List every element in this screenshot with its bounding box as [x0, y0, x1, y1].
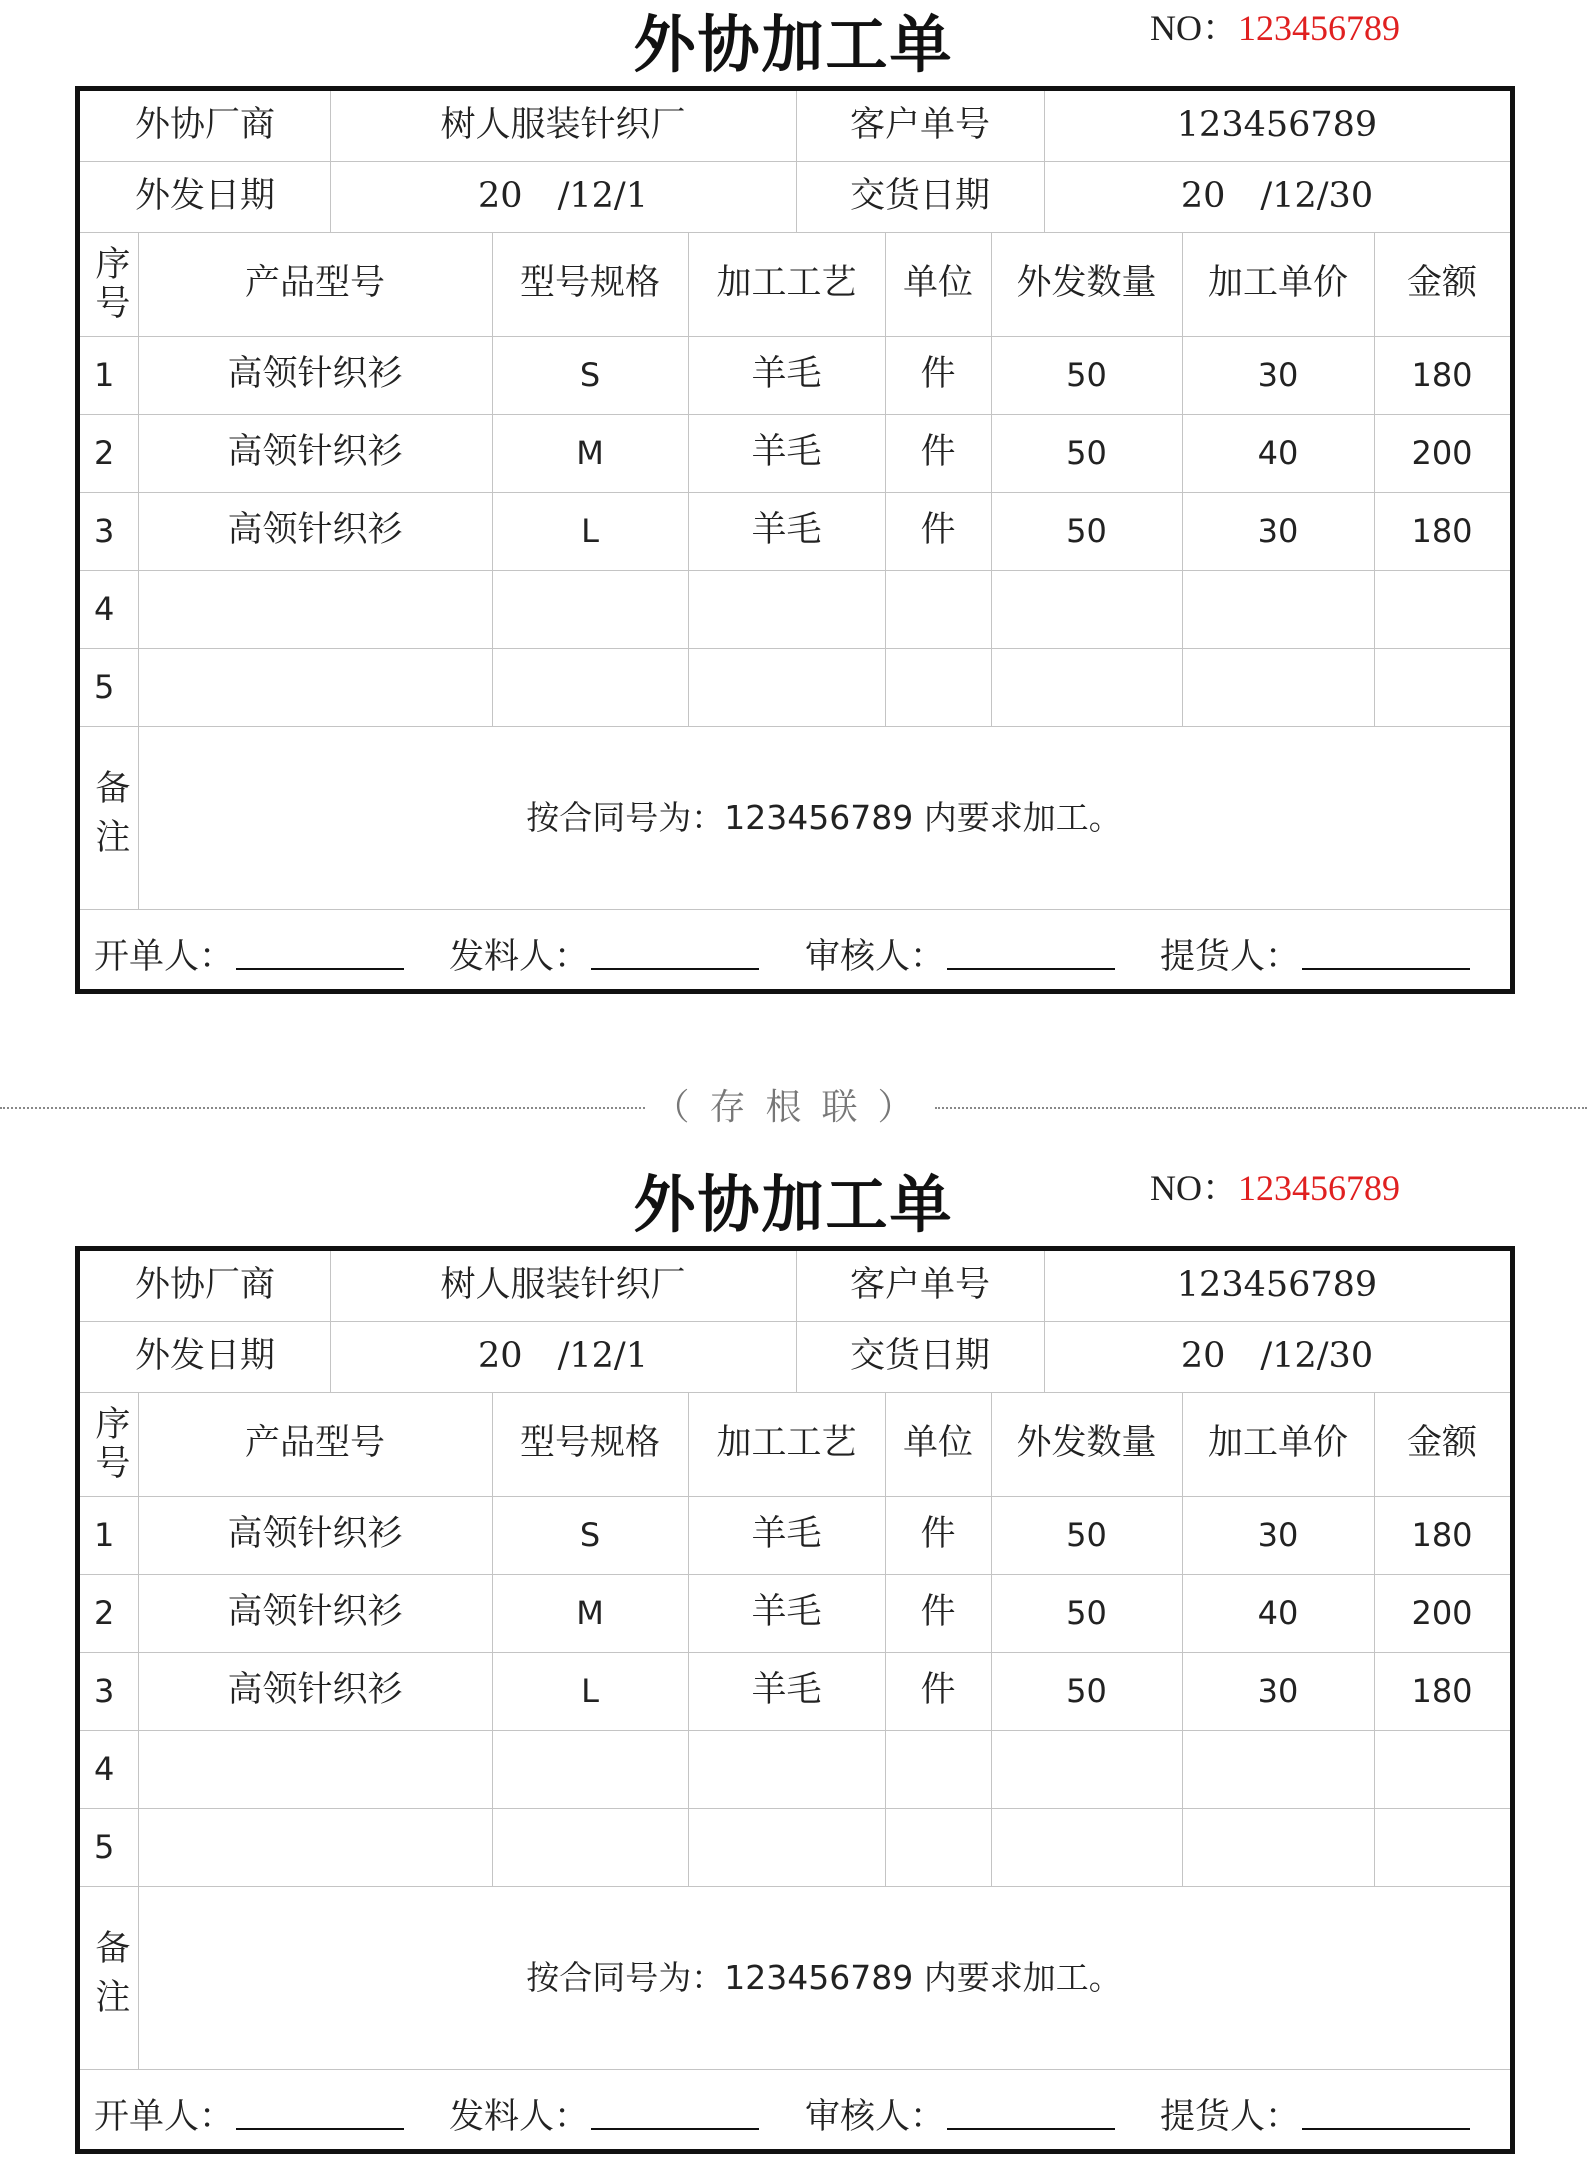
table-cell: 50: [1066, 1672, 1107, 1710]
customer-no-label: 客户单号: [849, 105, 990, 146]
table-cell: 高领针织衫: [227, 1514, 403, 1555]
remark-text: 按合同号为：123456789 内要求加工。: [526, 797, 1122, 837]
column-header-7: 加工单价: [1207, 263, 1348, 304]
gridline: [1182, 1392, 1183, 1886]
table-cell: [885, 570, 991, 648]
table-cell: 180: [1411, 1672, 1473, 1710]
table-cell: [1374, 1730, 1510, 1808]
form-title: 外协加工单: [633, 8, 954, 81]
column-header-6: 外发数量: [1016, 1423, 1157, 1464]
signature-label: 开单人：: [94, 937, 235, 977]
signature-blank[interactable]: [947, 938, 1115, 970]
column-header-6: 外发数量: [1016, 263, 1157, 304]
row-index: 5: [94, 1828, 115, 1866]
table-cell: [688, 1808, 885, 1886]
gridline: [80, 2069, 1510, 2070]
form-number-value: 123456789: [1238, 1168, 1400, 1208]
table-cell: M: [576, 1594, 604, 1632]
table-cell: [1182, 648, 1374, 726]
delivery-date-label: 交货日期: [849, 1335, 990, 1376]
table-cell: 30: [1257, 356, 1299, 394]
form-number: [1150, 1166, 1400, 1210]
table-cell: 50: [1066, 356, 1107, 394]
column-header-5: 单位: [902, 263, 973, 304]
row-index: 2: [94, 434, 115, 472]
remark-label: 备注: [89, 1928, 130, 2027]
signature-label: 发料人：: [449, 2097, 590, 2137]
table-cell: 件: [920, 510, 956, 551]
supplier-value: 树人服装针织厂: [440, 1265, 686, 1306]
column-header-8: 金额: [1406, 1423, 1477, 1464]
signature-blank[interactable]: [1302, 2098, 1470, 2130]
table-cell: 高领针织衫: [227, 354, 403, 395]
column-header-8: 金额: [1406, 263, 1477, 304]
outsourcing-form-bottom: [0, 1160, 1587, 2160]
gridline: [1374, 1392, 1375, 1886]
table-cell: 30: [1257, 1672, 1299, 1710]
pickup-signature: [1160, 2073, 1470, 2155]
table-cell: 180: [1411, 1516, 1473, 1554]
gridline: [885, 232, 886, 726]
gridline: [138, 1392, 139, 1886]
table-cell: 50: [1066, 1594, 1107, 1632]
table-cell: 200: [1411, 1594, 1473, 1632]
table-cell: [138, 1808, 492, 1886]
gridline: [991, 232, 992, 726]
outsourcing-form-top: [0, 0, 1587, 1000]
table-cell: [138, 1730, 492, 1808]
table-cell: 高领针织衫: [227, 1670, 403, 1711]
remark-text: 按合同号为：123456789 内要求加工。: [526, 1957, 1122, 1997]
signature-blank[interactable]: [236, 938, 404, 970]
table-cell: [885, 648, 991, 726]
customer-no-value: 123456789: [1176, 1265, 1378, 1306]
gridline: [1182, 232, 1183, 726]
column-header-1: 序号: [89, 1405, 130, 1483]
column-header-3: 型号规格: [519, 1423, 660, 1464]
table-cell: 180: [1411, 356, 1473, 394]
material-sender-signature: [449, 2073, 759, 2155]
table-cell: 50: [1066, 434, 1107, 472]
signature-label: 提货人：: [1160, 937, 1301, 977]
column-header-1: 序号: [89, 245, 130, 323]
column-header-5: 单位: [902, 1423, 973, 1464]
form-number-label: NO：: [1150, 8, 1238, 48]
stub-divider: [0, 1083, 1587, 1133]
table-cell: [688, 570, 885, 648]
table-cell: 件: [920, 1670, 956, 1711]
table-cell: [991, 1808, 1182, 1886]
table-cell: [138, 570, 492, 648]
table-cell: [1374, 1808, 1510, 1886]
table-cell: 羊毛: [751, 1592, 822, 1633]
gridline: [796, 1251, 797, 1392]
divider-label: （存根联）: [653, 1087, 934, 1128]
form-title: 外协加工单: [633, 1168, 954, 1241]
signature-label: 发料人：: [449, 937, 590, 977]
table-cell: [991, 570, 1182, 648]
signature-label: 开单人：: [94, 2097, 235, 2137]
issuer-signature: [94, 913, 404, 995]
gridline: [330, 1251, 331, 1392]
table-cell: 30: [1257, 512, 1299, 550]
table-cell: S: [579, 356, 601, 394]
row-index: 4: [94, 590, 115, 628]
gridline: [492, 232, 493, 726]
table-cell: 30: [1257, 1516, 1299, 1554]
table-cell: [885, 1730, 991, 1808]
delivery-date-value: 20 /12/30: [1180, 175, 1374, 216]
gridline: [492, 1392, 493, 1886]
table-cell: 高领针织衫: [227, 510, 403, 551]
table-cell: 羊毛: [751, 1514, 822, 1555]
table-cell: M: [576, 434, 604, 472]
table-cell: [492, 1808, 688, 1886]
table-cell: 羊毛: [751, 510, 822, 551]
table-cell: 200: [1411, 434, 1473, 472]
table-cell: 件: [920, 1592, 956, 1633]
table-cell: 50: [1066, 1516, 1107, 1554]
table-cell: 件: [920, 1514, 956, 1555]
table-cell: 羊毛: [751, 354, 822, 395]
send-date-label: 外发日期: [134, 1335, 275, 1376]
table-cell: [492, 1730, 688, 1808]
gridline: [80, 909, 1510, 910]
gridline: [688, 1392, 689, 1886]
reviewer-signature: [805, 2073, 1115, 2155]
gridline: [688, 232, 689, 726]
form-number-label: NO：: [1150, 1168, 1238, 1208]
form-table: [75, 1246, 1515, 2154]
signature-blank[interactable]: [1302, 938, 1470, 970]
customer-no-value: 123456789: [1176, 105, 1378, 146]
table-cell: 件: [920, 354, 956, 395]
gridline: [796, 91, 797, 232]
signature-blank[interactable]: [591, 2098, 759, 2130]
signature-label: 审核人：: [805, 2097, 946, 2137]
table-cell: 50: [1066, 512, 1107, 550]
send-date-value: 20 /12/1: [478, 175, 648, 216]
row-index: 2: [94, 1594, 115, 1632]
table-cell: [1374, 648, 1510, 726]
gridline: [330, 91, 331, 232]
row-index: 3: [94, 512, 115, 550]
column-header-4: 加工工艺: [716, 1423, 857, 1464]
signature-label: 提货人：: [1160, 2097, 1301, 2137]
column-header-7: 加工单价: [1207, 1423, 1348, 1464]
table-cell: [138, 648, 492, 726]
row-index: 1: [94, 356, 115, 394]
row-index: 1: [94, 1516, 115, 1554]
form-number: [1150, 6, 1400, 50]
table-cell: 羊毛: [751, 1670, 822, 1711]
table-cell: [492, 648, 688, 726]
send-date-label: 外发日期: [134, 175, 275, 216]
table-cell: 件: [920, 432, 956, 473]
column-header-2: 产品型号: [244, 263, 385, 304]
supplier-label: 外协厂商: [134, 1265, 275, 1306]
signature-label: 审核人：: [805, 937, 946, 977]
divider-dash-right: [935, 1107, 1587, 1109]
table-cell: [885, 1808, 991, 1886]
table-cell: 高领针织衫: [227, 1592, 403, 1633]
gridline: [1044, 91, 1045, 232]
form-number-value: 123456789: [1238, 8, 1400, 48]
table-cell: S: [579, 1516, 601, 1554]
table-cell: [991, 1730, 1182, 1808]
row-index: 3: [94, 1672, 115, 1710]
send-date-value: 20 /12/1: [478, 1335, 648, 1376]
delivery-date-value: 20 /12/30: [1180, 1335, 1374, 1376]
table-cell: 高领针织衫: [227, 432, 403, 473]
customer-no-label: 客户单号: [849, 1265, 990, 1306]
table-cell: L: [581, 512, 599, 550]
column-header-2: 产品型号: [244, 1423, 385, 1464]
gridline: [1374, 232, 1375, 726]
table-cell: [1374, 570, 1510, 648]
issuer-signature: [94, 2073, 404, 2155]
signature-blank[interactable]: [591, 938, 759, 970]
row-index: 5: [94, 668, 115, 706]
table-cell: 40: [1257, 1594, 1299, 1632]
table-cell: [688, 648, 885, 726]
table-cell: 180: [1411, 512, 1473, 550]
gridline: [885, 1392, 886, 1886]
table-cell: [1182, 1730, 1374, 1808]
table-cell: L: [581, 1672, 599, 1710]
table-cell: [1182, 570, 1374, 648]
delivery-date-label: 交货日期: [849, 175, 990, 216]
gridline: [1044, 1251, 1045, 1392]
table-cell: [1182, 1808, 1374, 1886]
pickup-signature: [1160, 913, 1470, 995]
table-cell: [688, 1730, 885, 1808]
column-header-3: 型号规格: [519, 263, 660, 304]
table-cell: [492, 570, 688, 648]
signature-blank[interactable]: [236, 2098, 404, 2130]
gridline: [80, 1321, 1510, 1322]
supplier-label: 外协厂商: [134, 105, 275, 146]
table-cell: [991, 648, 1182, 726]
remark-label: 备注: [89, 768, 130, 867]
supplier-value: 树人服装针织厂: [440, 105, 686, 146]
signature-blank[interactable]: [947, 2098, 1115, 2130]
row-index: 4: [94, 1750, 115, 1788]
gridline: [80, 161, 1510, 162]
material-sender-signature: [449, 913, 759, 995]
table-cell: 羊毛: [751, 432, 822, 473]
column-header-4: 加工工艺: [716, 263, 857, 304]
reviewer-signature: [805, 913, 1115, 995]
form-table: [75, 86, 1515, 994]
table-cell: 40: [1257, 434, 1299, 472]
gridline: [991, 1392, 992, 1886]
gridline: [138, 232, 139, 726]
